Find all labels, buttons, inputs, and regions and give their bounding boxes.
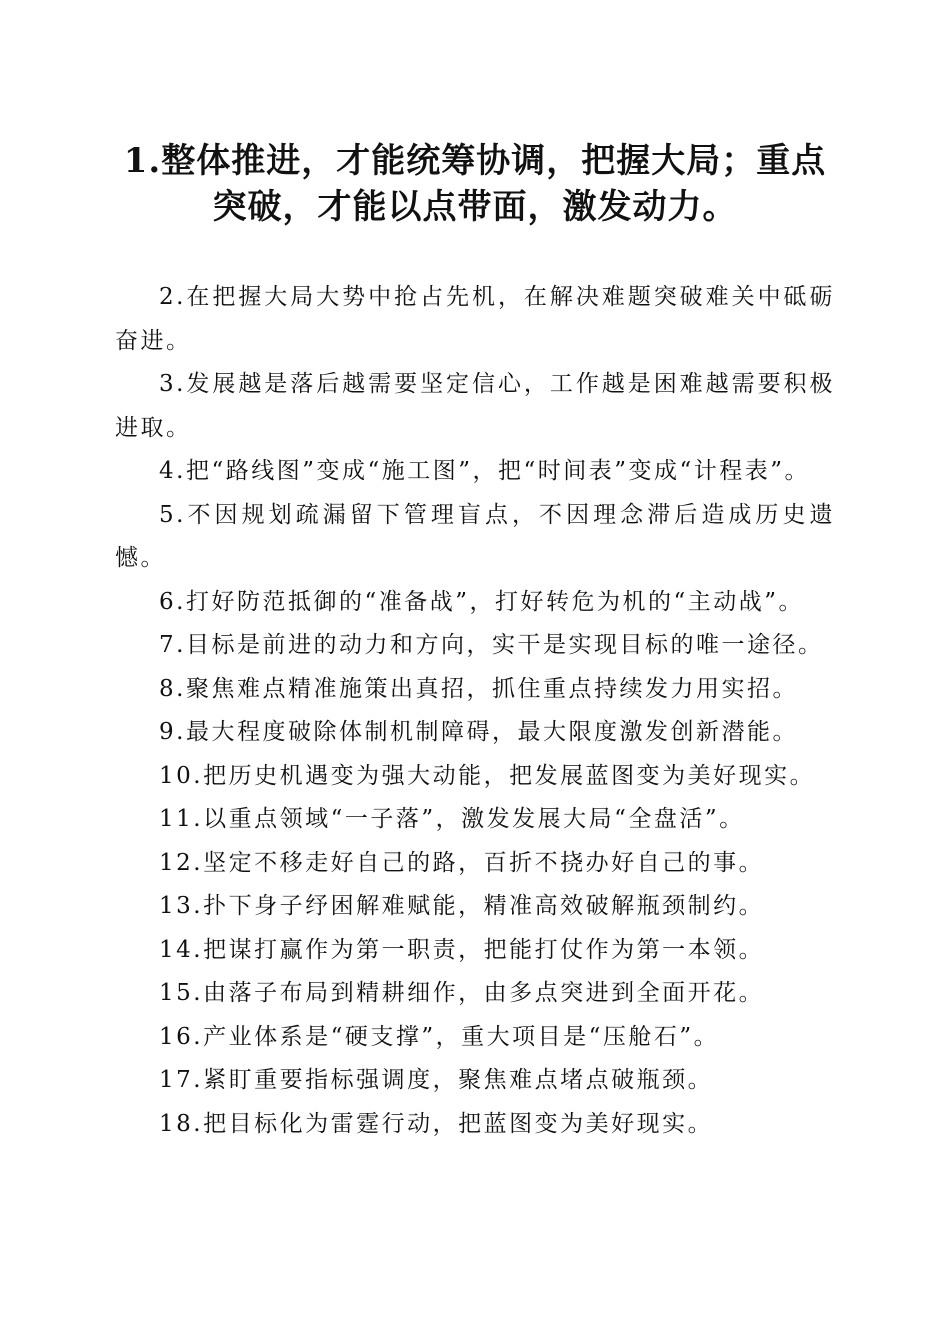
list-item: 2.在把握大局大势中抢占先机，在解决难题突破难关中砥砺奋进。 (115, 284, 835, 354)
list-item: 7.目标是前进的动力和方向，实干是实现目标的唯一途径。 (159, 632, 824, 658)
list-item: 3.发展越是落后越需要坚定信心，工作越是困难越需要积极进取。 (115, 371, 835, 441)
title-line-2: 突破，才能以点带面，激发动力。 (212, 187, 738, 227)
list-item: 10.把历史机遇变为强大动能，把发展蓝图变为美好现实。 (159, 762, 816, 789)
list-item: 8.聚焦难点精准施策出真招，抓住重点持续发力用实招。 (159, 675, 798, 702)
list-item: 13.扑下身子纾困解难赋能，精准高效破解瓶颈制约。 (159, 893, 765, 919)
list-item: 5.不因规划疏漏留下管理盲点，不因理念滞后造成历史遗憾。 (115, 501, 835, 571)
list-item: 15.由落子布局到精耕细作，由多点突进到全面开花。 (159, 980, 765, 1006)
list-item: 12.坚定不移走好自己的路，百折不挠办好自己的事。 (159, 849, 765, 876)
list-item: 11.以重点领域“一子落”，激发发展大局“全盘活”。 (159, 806, 745, 832)
list-item: 16.产业体系是“硬支撑”，重大项目是“压舱石”。 (159, 1023, 720, 1050)
slogan-list (115, 276, 835, 1146)
document-title (100, 138, 850, 230)
list-item: 17.紧盯重要指标强调度，聚焦难点堵点破瓶颈。 (159, 1067, 714, 1093)
list-item: 14.把谋打赢作为第一职责，把能打仗作为第一本领。 (159, 936, 765, 963)
list-item: 6.打好防范抵御的“准备战”，打好转危为机的“主动战”。 (159, 588, 804, 615)
list-item: 4.把“路线图”变成“施工图”，把“时间表”变成“计程表”。 (159, 458, 811, 484)
title-line-1: 1.整体推进，才能统筹协调，把握大局；重点 (123, 141, 827, 181)
list-item: 9.最大程度破除体制机制障碍，最大限度激发创新潜能。 (159, 719, 798, 745)
list-item: 18.把目标化为雷霆行动，把蓝图变为美好现实。 (159, 1110, 714, 1137)
